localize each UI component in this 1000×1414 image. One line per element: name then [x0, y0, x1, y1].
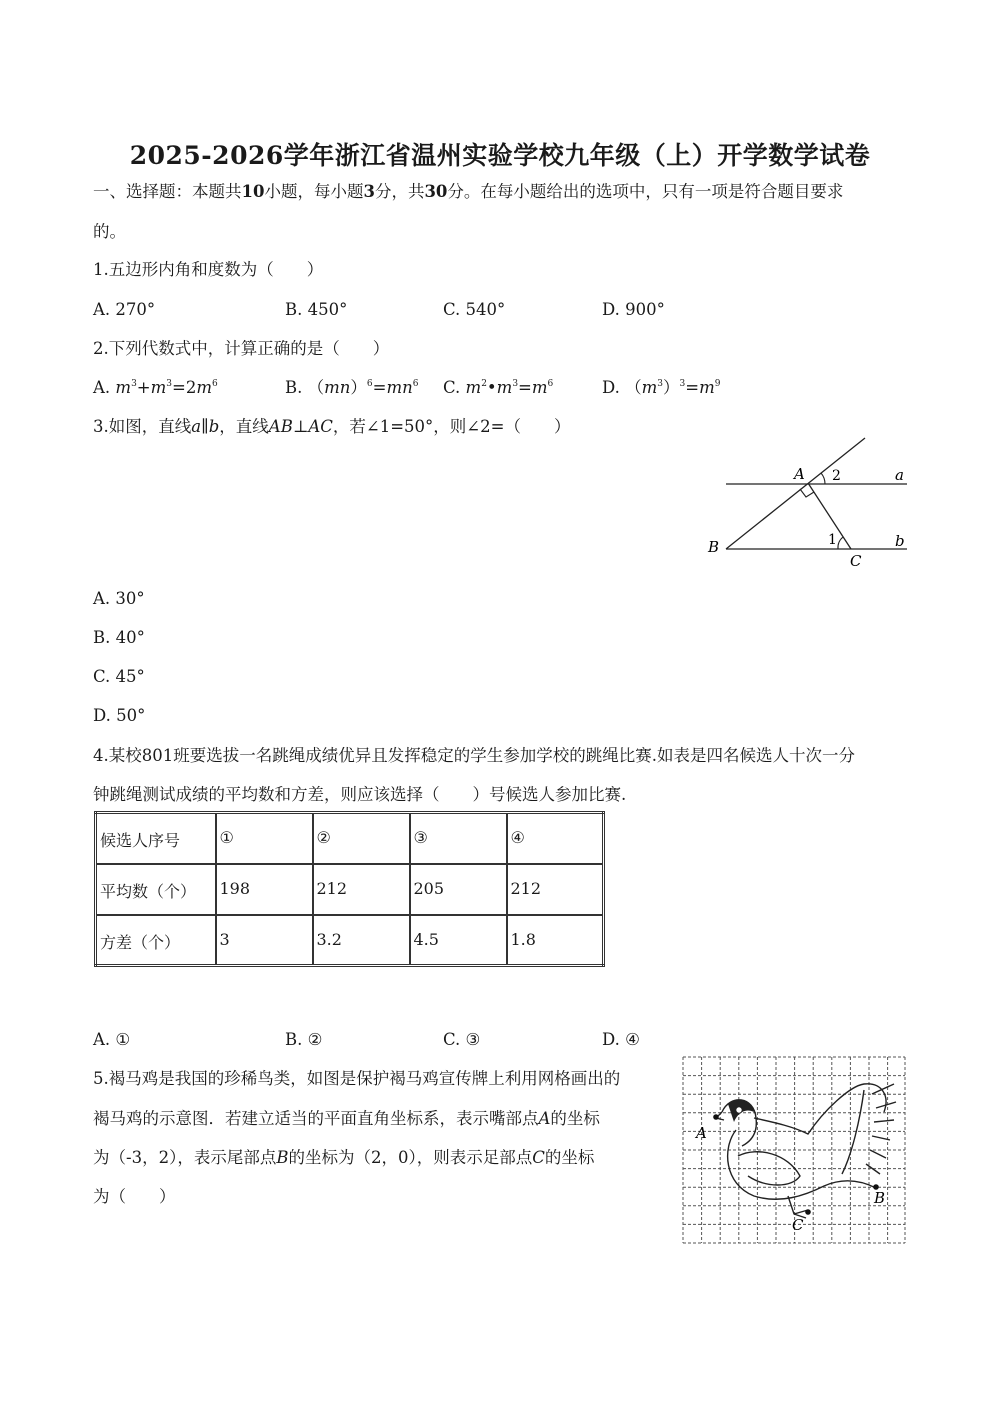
table-header-row	[96, 813, 604, 864]
label-a: A	[696, 1124, 707, 1142]
bird-tail-inner	[842, 1090, 864, 1174]
q2-c-eq: =	[518, 378, 532, 397]
table-cell: 平均数（个）	[96, 864, 216, 915]
table-header-cell: ③	[410, 813, 507, 864]
section-text-2: 小题，每小题	[264, 182, 364, 201]
q2-c-exp3: 6	[547, 379, 554, 389]
q2-d-label: D. （	[602, 378, 642, 397]
q3-stem	[93, 416, 570, 438]
q2-a-exp1: 3	[131, 379, 137, 389]
q2-option-c	[443, 377, 553, 399]
q2-b-label: B. （	[285, 378, 325, 397]
q2-a-var3: m	[196, 378, 212, 397]
q2-c-dot: •	[486, 378, 497, 397]
q2-d-close: ）	[663, 378, 680, 397]
label-line-a: a	[895, 466, 904, 484]
q5-point-c: C	[532, 1148, 545, 1167]
q2-option-a	[93, 377, 218, 399]
q2-d-exp2: 3	[679, 379, 686, 389]
q2-a-eq: =2	[172, 378, 197, 397]
table-header-cell: 候选人序号	[96, 813, 216, 864]
table-header-cell: ②	[313, 813, 410, 864]
q5-bird-grid-figure	[676, 1050, 912, 1250]
label-line-b: b	[895, 532, 905, 550]
table-cell: 4.5	[410, 915, 507, 966]
q2-b-eq: =	[372, 378, 387, 397]
table-cell: 205	[410, 864, 507, 915]
q5-stem-line3	[93, 1147, 594, 1169]
q2-d-exp3: 9	[714, 379, 721, 389]
q2-b-exp: 6	[366, 379, 373, 389]
q5-line2-pre: 褐马鸡的示意图．若建立适当的平面直角坐标系，表示嘴部点	[93, 1109, 539, 1128]
label-angle-1: 1	[828, 532, 837, 548]
table-row	[96, 915, 604, 966]
q1-option-c: C. 540°	[443, 300, 506, 319]
table-cell: 1.8	[507, 915, 604, 966]
q5-line3-post: 的坐标	[544, 1148, 595, 1167]
label-b: B	[874, 1189, 886, 1207]
q2-d-eq: =	[685, 378, 700, 397]
table-row	[96, 864, 604, 915]
angle-1-arc	[838, 537, 843, 549]
q3-ac: AC	[308, 417, 333, 436]
right-angle-mark	[800, 489, 814, 497]
point-a-dot	[713, 1114, 719, 1120]
label-point-a: A	[794, 465, 805, 483]
q2-b-exp2: 6	[412, 379, 419, 389]
q2-a-plus: +	[136, 378, 151, 397]
candidates-table	[94, 811, 605, 967]
q1-option-a: A. 270°	[93, 300, 156, 319]
q2-b-close: ）	[350, 378, 367, 397]
q5-stem-line4: 为（ ）	[93, 1187, 176, 1206]
q3-parallel-sign: ∥	[201, 417, 209, 436]
q2-c-exp: 2	[481, 379, 487, 389]
q2-d-var: m	[641, 378, 658, 397]
q2-a-exp2: 3	[166, 379, 173, 389]
q3-option-c: C. 45°	[93, 667, 145, 686]
q2-a-var: m	[115, 378, 132, 397]
q5-stem-line2	[93, 1108, 600, 1130]
line-ab	[726, 438, 865, 549]
label-angle-2: 2	[832, 468, 841, 484]
q2-a-label: A.	[93, 378, 116, 397]
q2-c-label: C.	[443, 378, 466, 397]
q3-geometry-figure	[700, 432, 915, 572]
q3-perp-sign: ⊥	[292, 417, 309, 436]
label-c: C	[792, 1216, 804, 1234]
table-cell: 198	[216, 864, 313, 915]
q1-option-d: D. 900°	[602, 300, 665, 319]
q2-c-var: m	[465, 378, 482, 397]
q3-option-a: A. 30°	[93, 589, 145, 608]
q2-c-var2: m	[496, 378, 513, 397]
q5-line3-pre: 为（-3，2），表示尾部点	[93, 1148, 277, 1167]
q1-stem: 1.五边形内角和度数为（ ）	[93, 260, 324, 279]
section-heading	[93, 181, 843, 203]
q2-c-exp2: 3	[512, 379, 519, 389]
q5-point-b: B	[276, 1148, 289, 1167]
table-cell: 212	[313, 864, 410, 915]
point-c-dot	[805, 1209, 811, 1215]
points-total: 30	[424, 182, 448, 201]
angle-2-arc	[821, 473, 825, 484]
question-count: 10	[241, 182, 265, 201]
bird-eye	[736, 1107, 742, 1113]
table-header-cell: ④	[507, 813, 604, 864]
q2-a-var2: m	[150, 378, 167, 397]
q1-option-b: B. 450°	[285, 300, 348, 319]
bird-back	[754, 1084, 886, 1134]
q5-line3-mid: 的坐标为（2，0），则表示足部点	[288, 1148, 533, 1167]
section-text-4: 分。在每小题给出的选项中，只有一项是符合题目要求	[447, 182, 844, 201]
q3-stem-post: ，若∠1=50°，则∠2=（ ）	[332, 417, 571, 436]
section-text-1: 一、选择题：本题共	[93, 182, 242, 201]
page-title: 2025-2026学年浙江省温州实验学校九年级（上）开学数学试卷	[129, 141, 871, 170]
q3-ab: AB	[268, 417, 293, 436]
q2-option-d	[602, 377, 720, 399]
section-heading-line2: 的。	[93, 222, 126, 241]
q4-stem-line2: 钟跳绳测试成绩的平均数和方差，则应该选择（ ）号候选人参加比赛.	[93, 785, 627, 804]
table-cell: 3	[216, 915, 313, 966]
q3-line-b: b	[208, 417, 220, 436]
table-header-cell: ①	[216, 813, 313, 864]
bird-tail-plumes	[866, 1084, 896, 1174]
q5-line2-post: 的坐标	[550, 1109, 600, 1128]
q3-option-d: D. 50°	[93, 706, 146, 725]
q2-c-var3: m	[531, 378, 548, 397]
q4-option-d: D. ④	[602, 1030, 640, 1049]
q2-b-var2: mn	[386, 378, 413, 397]
q2-a-exp3: 6	[212, 379, 218, 389]
q3-line-a: a	[191, 417, 202, 436]
q4-option-b: B. ②	[285, 1030, 323, 1049]
q2-stem: 2.下列代数式中，计算正确的是（ ）	[93, 339, 390, 358]
q4-stem-line1: 4.某校801班要选拔一名跳绳成绩优异且发挥稳定的学生参加学校的跳绳比赛.如表是四名候选人十次一分	[93, 746, 855, 765]
q5-stem-line1: 5.褐马鸡是我国的珍稀鸟类，如图是保护褐马鸡宣传牌上利用网格画出的	[93, 1069, 621, 1088]
q5-point-a: A	[538, 1109, 551, 1128]
q2-d-var2: m	[699, 378, 715, 397]
q3-stem-pre: 3.如图，直线	[93, 417, 192, 436]
q2-d-exp: 3	[657, 379, 664, 389]
q4-option-c: C. ③	[443, 1030, 481, 1049]
bird-foot	[788, 1196, 808, 1218]
q3-stem-mid: ，直线	[219, 417, 269, 436]
q3-option-b: B. 40°	[93, 628, 145, 647]
q4-option-a: A. ①	[93, 1030, 131, 1049]
label-point-c: C	[850, 552, 862, 570]
table-cell: 3.2	[313, 915, 410, 966]
q2-b-var: mn	[324, 378, 351, 397]
table-cell: 212	[507, 864, 604, 915]
table-cell: 方差（个）	[96, 915, 216, 966]
label-point-b: B	[708, 538, 720, 556]
q2-option-b	[285, 377, 418, 399]
points-each: 3	[363, 182, 375, 201]
section-text-3: 分，共	[374, 182, 425, 201]
